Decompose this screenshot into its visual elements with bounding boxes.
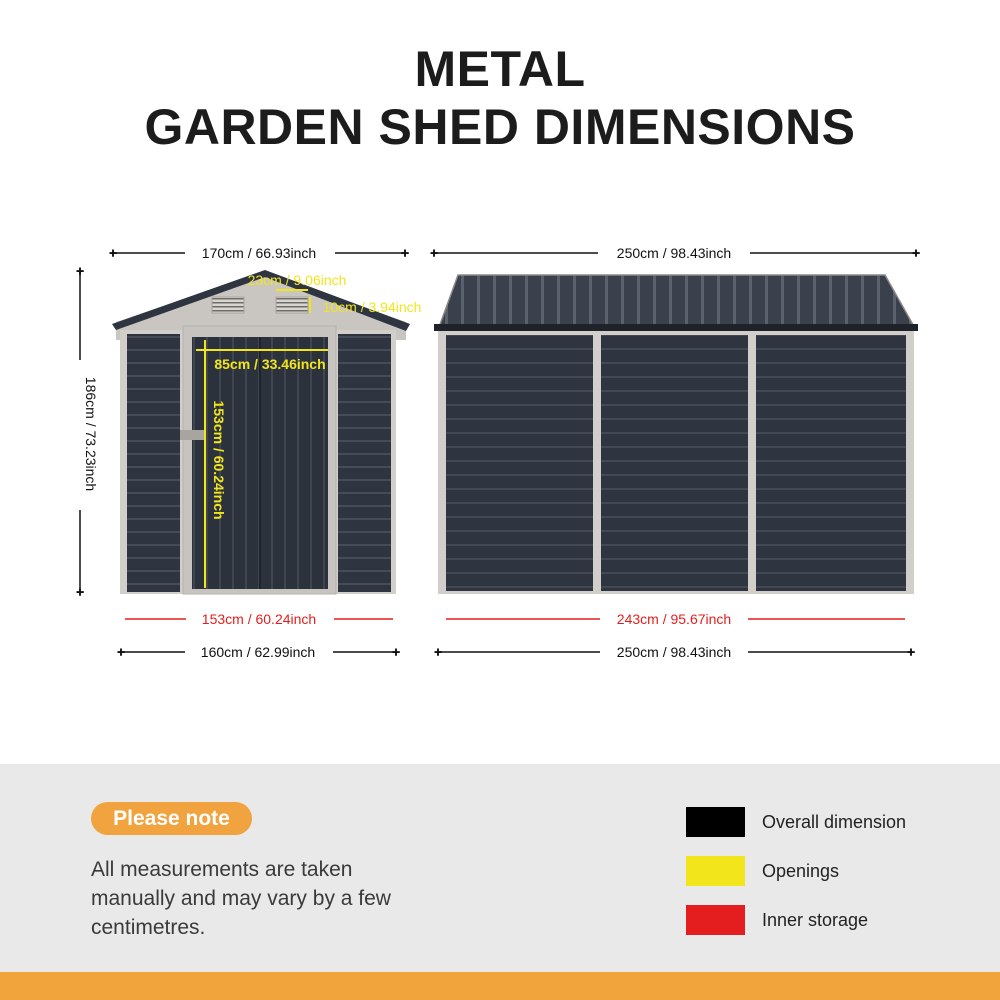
front-vent-left: [212, 297, 244, 313]
legend-label: Openings: [762, 861, 840, 881]
front-shed: [112, 270, 410, 594]
title-line-1: METAL: [414, 41, 586, 97]
side-panel-3: [756, 335, 906, 591]
legend-swatch-yellow: [686, 856, 745, 886]
title-line-2: GARDEN SHED DIMENSIONS: [144, 99, 856, 155]
note-text: All measurements are taken manually and may vary by a few centimetres.: [91, 858, 391, 939]
legend-item-openings: [686, 856, 946, 886]
side-roof-edge: [434, 324, 918, 331]
legend-item-inner-storage: [686, 905, 946, 935]
side-roof: [438, 275, 916, 330]
dim-side-base-label: 250cm / 98.43inch: [616, 644, 732, 660]
dim-front-base-label: 160cm / 62.99inch: [200, 644, 316, 660]
legend-swatch-black: [686, 807, 745, 837]
legend-label: Inner storage: [762, 910, 869, 930]
legend-item-overall: [686, 807, 946, 837]
dim-vent-height-label: 10cm / 3.94inch: [322, 299, 422, 315]
dim-front-height-label: 186cm / 73.23inch: [83, 376, 99, 492]
dim-door-width-label: 85cm / 33.46inch: [214, 356, 326, 372]
dim-front-inner-label: 153cm / 60.24inch: [201, 611, 317, 627]
dim-side-inner-label: 243cm / 95.67inch: [616, 611, 732, 627]
door-handle: [180, 430, 204, 440]
front-panel-right: [338, 334, 391, 592]
side-panel-1: [446, 335, 593, 591]
dim-vent-width-label: 23cm / 9.06inch: [247, 272, 347, 288]
dim-side-roof-label: 250cm / 98.43inch: [616, 245, 732, 261]
dim-front-roof-label: 170cm / 66.93inch: [201, 245, 317, 261]
legend-swatch-red: [686, 905, 745, 935]
accent-bar: [0, 972, 1000, 1000]
side-shed: [434, 275, 918, 594]
front-panel-left: [127, 334, 180, 592]
side-panel-2: [601, 335, 748, 591]
dim-door-height-label: 153cm / 60.24inch: [211, 400, 227, 520]
legend-label: Overall dimension: [762, 812, 907, 832]
front-vent-right: [276, 297, 308, 313]
please-note-badge: Please note: [91, 802, 252, 835]
